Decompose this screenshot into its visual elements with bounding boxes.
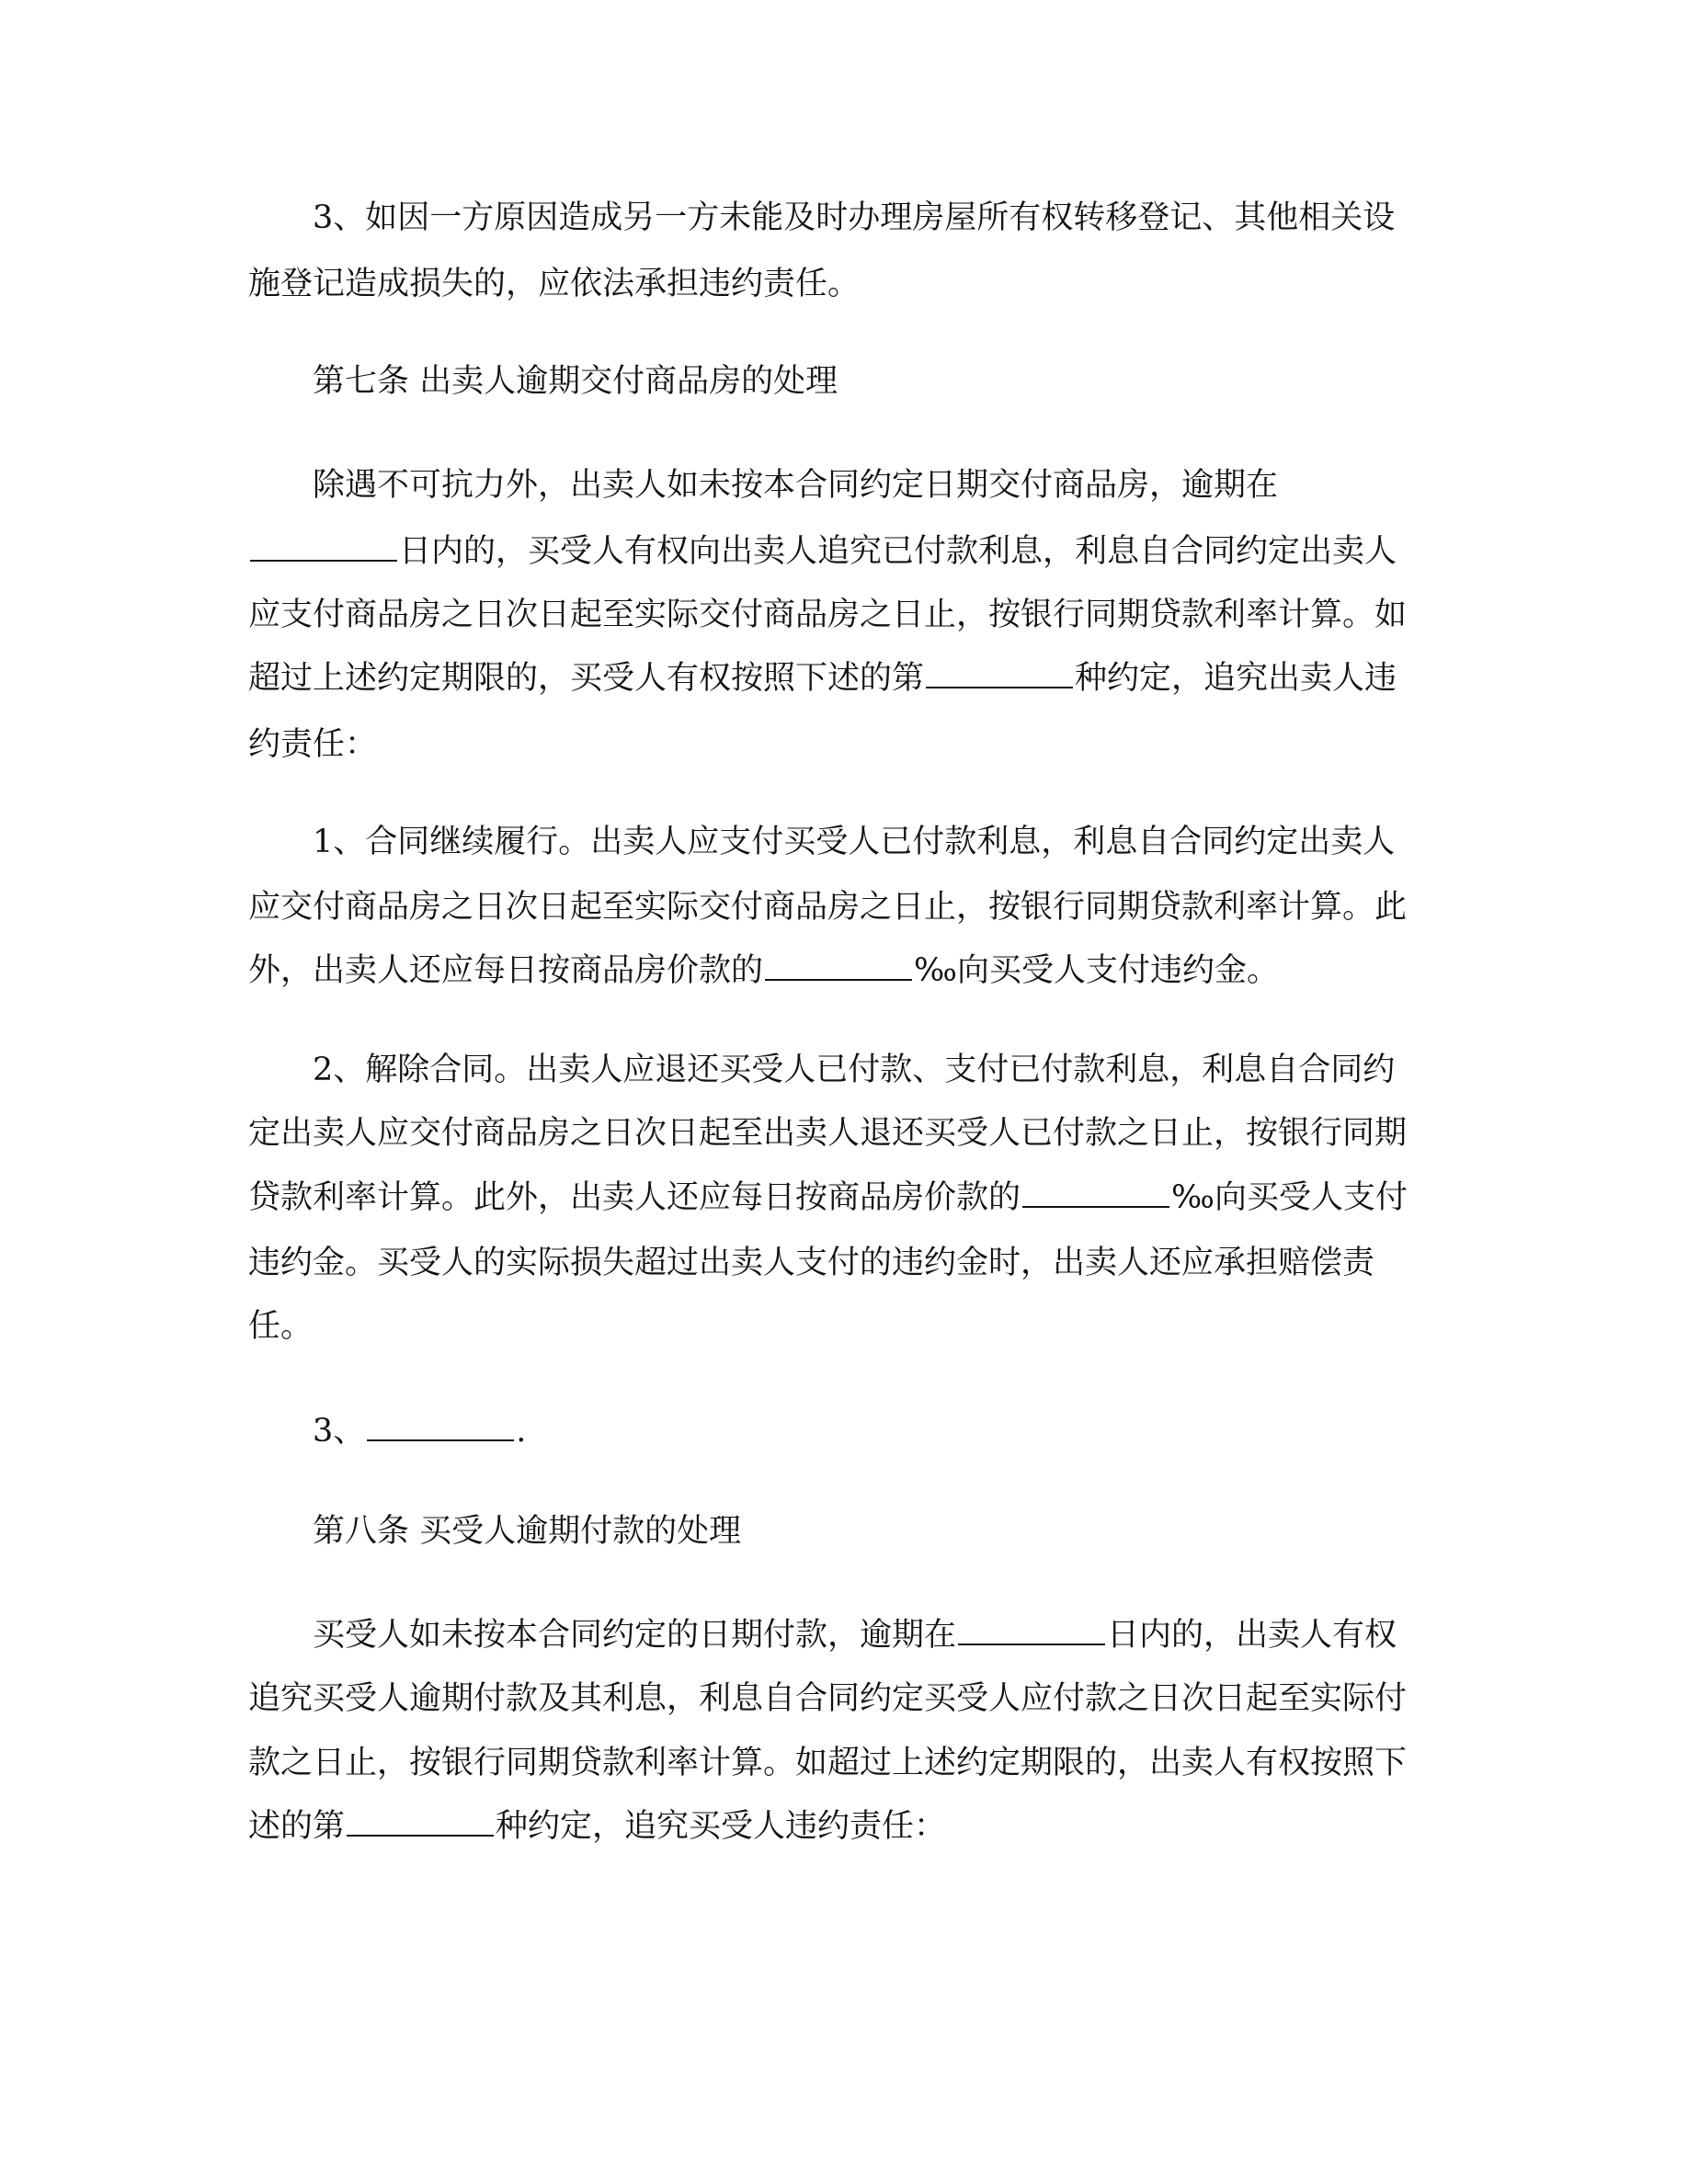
text-run: 追究买受人逾期付款及其利息，利息自合同约定买受人应付款之日次日起至实际付 xyxy=(248,1680,1408,1717)
text-run: 3、 xyxy=(313,1413,366,1450)
fill-in-blank xyxy=(926,646,1073,688)
text-run: 第七条 出卖人逾期交付商品房的处理 xyxy=(313,363,838,400)
text-run: 述的第 xyxy=(248,1808,346,1845)
article-7-item-2-line xyxy=(313,1038,1395,1102)
article-7-body-line xyxy=(248,712,377,777)
text-run: 日内的，买受人有权向出卖人追究已付款利息，利息自合同约定出卖人 xyxy=(399,533,1397,570)
article-7-body-line xyxy=(248,646,1397,711)
fill-in-blank xyxy=(347,1794,494,1837)
text-run: 超过上述约定期限的，买受人有权按照下述的第 xyxy=(248,660,925,697)
text-run: 施登记造成损失的，应依法承担违约责任。 xyxy=(248,266,861,302)
text-run: 种约定，追究出卖人违 xyxy=(1075,660,1397,697)
fill-in-blank xyxy=(765,938,912,981)
article-7-heading-line xyxy=(313,349,838,414)
article-7-item-1-line xyxy=(313,810,1395,874)
text-run: 买受人如未按本合同约定的日期付款，逾期在 xyxy=(313,1617,957,1654)
article-7-item-2-line xyxy=(248,1101,1407,1166)
text-run: 款之日止，按银行同期贷款利率计算。如超过上述约定期限的，出卖人有权按照下 xyxy=(248,1745,1408,1781)
article-8-body-line xyxy=(248,1666,1407,1731)
article-8-heading-line xyxy=(313,1499,741,1564)
fill-in-blank xyxy=(367,1399,514,1441)
text-run: . xyxy=(516,1413,527,1450)
article-7-item-2-line xyxy=(248,1294,313,1359)
article-7-body-line xyxy=(248,519,1397,584)
text-run: 种约定，追究买受人违约责任： xyxy=(496,1808,947,1845)
text-run: ‰向买受人支付 xyxy=(1171,1179,1408,1216)
text-run: 1、合同继续履行。出卖人应支付买受人已付款利息，利息自合同约定出卖人 xyxy=(313,824,1396,860)
fill-in-blank xyxy=(250,519,397,562)
text-run: 定出卖人应交付商品房之日次日起至出卖人退还买受人已付款之日止，按银行同期 xyxy=(248,1115,1408,1152)
text-run: 外，出卖人还应每日按商品房价款的 xyxy=(248,952,764,989)
fill-in-blank xyxy=(1022,1166,1169,1208)
article-7-item-2-line xyxy=(248,1166,1408,1230)
text-run: 第八条 买受人逾期付款的处理 xyxy=(313,1513,742,1550)
text-run: 应交付商品房之日次日起至实际交付商品房之日止，按银行同期贷款利率计算。此 xyxy=(248,889,1408,926)
text-run: 任。 xyxy=(248,1308,314,1345)
article-8-body-line xyxy=(248,1731,1407,1795)
clause-6-item-3-line xyxy=(248,252,860,316)
article-7-body-line xyxy=(248,583,1407,647)
text-run: 应支付商品房之日次日起至实际交付商品房之日止，按银行同期贷款利率计算。如 xyxy=(248,597,1408,633)
article-7-body-line xyxy=(313,453,1278,518)
text-run: 违约金。买受人的实际损失超过出卖人支付的违约金时，出卖人还应承担赔偿责 xyxy=(248,1245,1375,1281)
text-run: 日内的，出卖人有权 xyxy=(1107,1617,1397,1654)
fill-in-blank xyxy=(958,1603,1105,1645)
text-run: 除遇不可抗力外，出卖人如未按本合同约定日期交付商品房，逾期在 xyxy=(313,467,1279,504)
text-run: 约责任： xyxy=(248,726,378,763)
article-8-body-line xyxy=(248,1794,946,1859)
article-7-item-1-line xyxy=(248,875,1407,939)
text-run: 3、如因一方原因造成另一方未能及时办理房屋所有权转移登记、其他相关设 xyxy=(313,199,1396,236)
text-run: 贷款利率计算。此外，出卖人还应每日按商品房价款的 xyxy=(248,1179,1021,1216)
article-7-item-2-line xyxy=(248,1231,1374,1295)
text-run: 2、解除合同。出卖人应退还买受人已付款、支付已付款利息，利息自合同约 xyxy=(313,1052,1396,1088)
text-run: ‰向买受人支付违约金。 xyxy=(914,952,1279,989)
article-7-item-3-line xyxy=(313,1399,526,1463)
article-8-body-line xyxy=(313,1603,1397,1667)
article-7-item-1-line xyxy=(248,938,1279,1003)
clause-6-item-3-line xyxy=(313,186,1395,250)
